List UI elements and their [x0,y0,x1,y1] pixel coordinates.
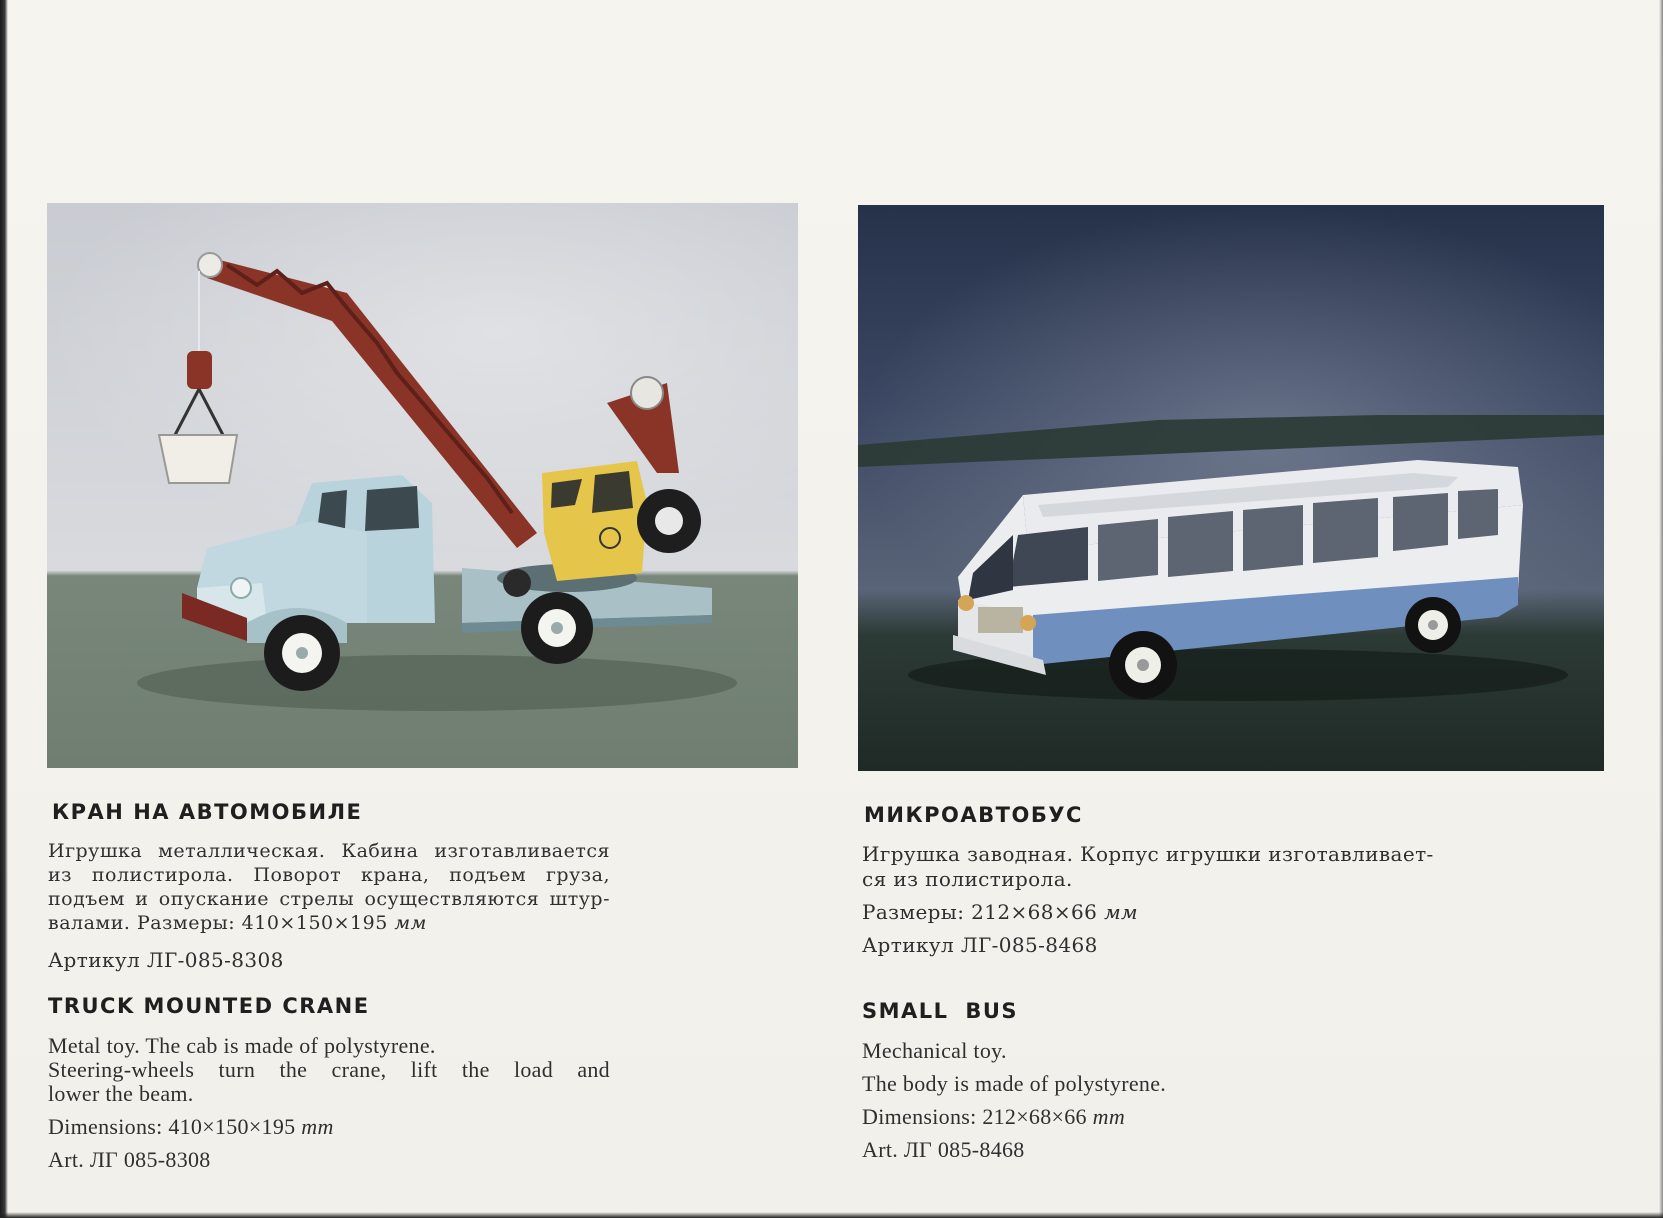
ru-desc-dimensions: валами. Размеры: 410×150×195 [48,912,388,934]
ru-desc-line: подъем и опускание стрелы осуществляются штур- [48,888,610,910]
en-title-bus: SMALL BUS [862,999,1019,1023]
ru-article-crane: Артикул ЛГ-085-8308 [48,948,284,972]
en-dimensions-crane [48,1114,334,1140]
ru-article-bus: Артикул ЛГ-085-8468 [862,933,1098,957]
en-title-crane: TRUCK MOUNTED CRANE [48,994,370,1018]
en-dimensions-unit: mm [1092,1104,1126,1129]
ru-desc-line: Игрушка заводная. Корпус игрушки изготавливает- [862,842,1434,866]
ru-desc-unit: мм [394,912,427,934]
ru-dimensions-value: Размеры: 212×68×66 [862,900,1098,924]
en-desc-line: lower the beam. [48,1081,194,1106]
ru-description-crane [48,839,610,935]
ru-dimensions-unit: мм [1104,900,1139,924]
ru-desc-line: ся из полистирола. [862,867,1073,891]
ru-dimensions-bus [862,900,1138,924]
scan-edge-bottom [0,1212,1663,1218]
en-desc-line: The body is made of polystyrene. [862,1071,1167,1096]
en-desc-line: Mechanical toy. [862,1038,1007,1063]
scan-edge-left [0,0,8,1218]
small-bus-photo [858,205,1604,771]
en-dimensions-value: Dimensions: 212×68×66 [862,1104,1087,1129]
ru-title-bus: МИКРОАВТОБУС [864,803,1083,827]
en-dimensions-unit: mm [301,1114,334,1139]
ru-title-crane: КРАН НА АВТОМОБИЛЕ [52,800,363,824]
ru-desc-line: из полистирола. Поворот крана, подъем груза, [48,864,610,886]
en-dimensions-value: Dimensions: 410×150×195 [48,1114,296,1139]
en-article-crane: Art. ЛГ 085-8308 [48,1147,211,1172]
scan-edge-right [1659,0,1663,1218]
truck-crane-photo [47,203,798,768]
en-desc-line: Metal toy. The cab is made of polystyrene. [48,1033,436,1058]
ru-desc-line [48,912,427,934]
en-desc-line: Steering-wheels turn the crane, lift the load and [48,1057,610,1082]
ru-desc-line: Игрушка металлическая. Кабина изготавливается [48,840,610,862]
en-article-bus: Art. ЛГ 085-8468 [862,1137,1025,1162]
en-dimensions-bus [862,1104,1125,1130]
